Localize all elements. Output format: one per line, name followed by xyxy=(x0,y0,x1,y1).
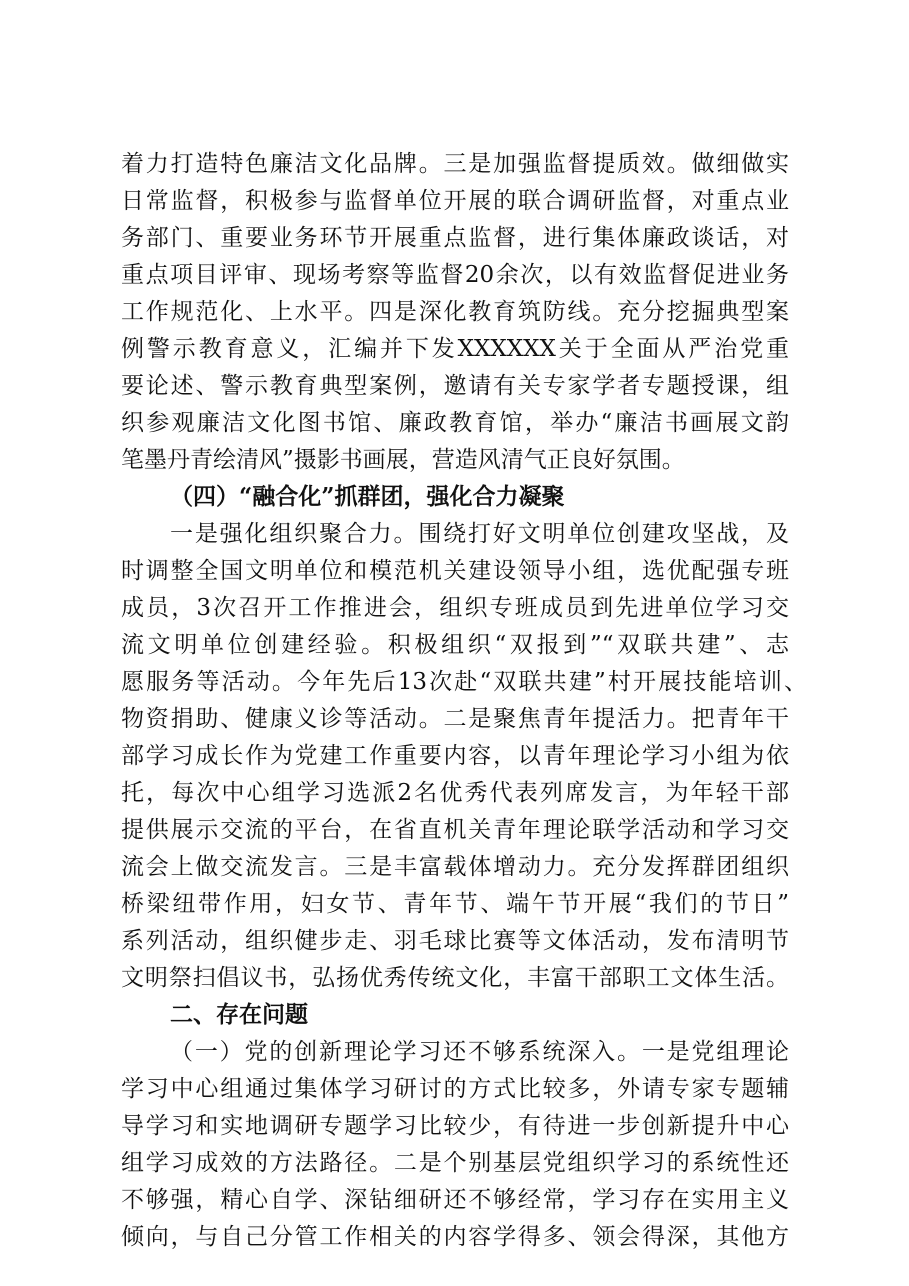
subsection-heading: （四）“融合化”抓群团，强化合力凝聚 xyxy=(170,483,565,510)
body-text-line: 托，每次中心组学习选派2名优秀代表列席发言，为年轻干部 xyxy=(121,780,789,806)
body-text-line: 愿服务等活动。今年先后13次赴“双联共建”村开展技能培训、 xyxy=(121,669,807,695)
body-text-line: 笔墨丹青绘清风”摄影书画展，营造风清气正良好氛围。 xyxy=(121,447,685,473)
body-text-line: 流文明单位创建经验。积极组织“双报到”“双联共建”、志 xyxy=(121,632,789,658)
body-text-line: 不够强，精心自学、深钻细研还不够经常，学习存在实用主义 xyxy=(121,1187,789,1213)
body-text-line: 提供展示交流的平台，在省直机关青年理论联学活动和学习交 xyxy=(121,817,789,843)
body-text-line: 日常监督，积极参与监督单位开展的联合调研监督，对重点业 xyxy=(121,188,789,214)
body-text-line: 文明祭扫倡议书，弘扬优秀传统文化，丰富干部职工文体生活。 xyxy=(121,965,789,991)
body-text-line: 倾向，与自己分管工作相关的内容学得多、领会得深，其他方 xyxy=(121,1224,789,1250)
body-text-line: 系列活动，组织健步走、羽毛球比赛等文体活动，发布清明节 xyxy=(121,928,789,954)
body-text-line: 部学习成长作为党建工作重要内容，以青年理论学习小组为依 xyxy=(121,743,789,769)
body-text-line: 工作规范化、上水平。四是深化教育筑防线。充分挖掘典型案 xyxy=(121,299,789,325)
body-text-line: 桥梁纽带作用，妇女节、青年节、端午节开展“我们的节日” xyxy=(121,891,789,917)
body-text-line: 着力打造特色廉洁文化品牌。三是加强监督提质效。做细做实 xyxy=(121,151,789,177)
body-text-line: 组学习成效的方法路径。二是个别基层党组织学习的系统性还 xyxy=(121,1150,789,1176)
body-text-line: 时调整全国文明单位和模范机关建设领导小组，选优配强专班 xyxy=(121,558,789,584)
body-text-line: 织参观廉洁文化图书馆、廉政教育馆，举办“廉洁书画展文韵 xyxy=(121,410,789,436)
body-text-line: 流会上做交流发言。三是丰富载体增动力。充分发挥群团组织 xyxy=(121,854,789,880)
body-text-line: 导学习和实地调研专题学习比较少，有待进一步创新提升中心 xyxy=(121,1113,789,1139)
paragraph-first-line: 一是强化组织聚合力。围绕打好文明单位创建攻坚战，及 xyxy=(170,521,789,547)
body-text-line: 物资捐助、健康义诊等活动。二是聚焦青年提活力。把青年干 xyxy=(121,706,789,732)
body-text-line: 成员，3次召开工作推进会，组织专班成员到先进单位学习交 xyxy=(121,595,789,621)
section-heading: 二、存在问题 xyxy=(170,1002,308,1028)
body-text-line: 例警示教育意义，汇编并下发XXXXXX关于全面从严治党重 xyxy=(121,336,789,362)
body-text-line: 务部门、重要业务环节开展重点监督，进行集体廉政谈话，对 xyxy=(121,225,789,251)
body-text-line: 要论述、警示教育典型案例，邀请有关专家学者专题授课，组 xyxy=(121,373,789,399)
body-text-line: 重点项目评审、现场考察等监督20余次，以有效监督促进业务 xyxy=(121,262,789,288)
body-text-line: 学习中心组通过集体学习研讨的方式比较多，外请专家专题辅 xyxy=(121,1076,789,1102)
paragraph-first-line: （一）党的创新理论学习还不够系统深入。一是党组理论 xyxy=(170,1039,789,1065)
